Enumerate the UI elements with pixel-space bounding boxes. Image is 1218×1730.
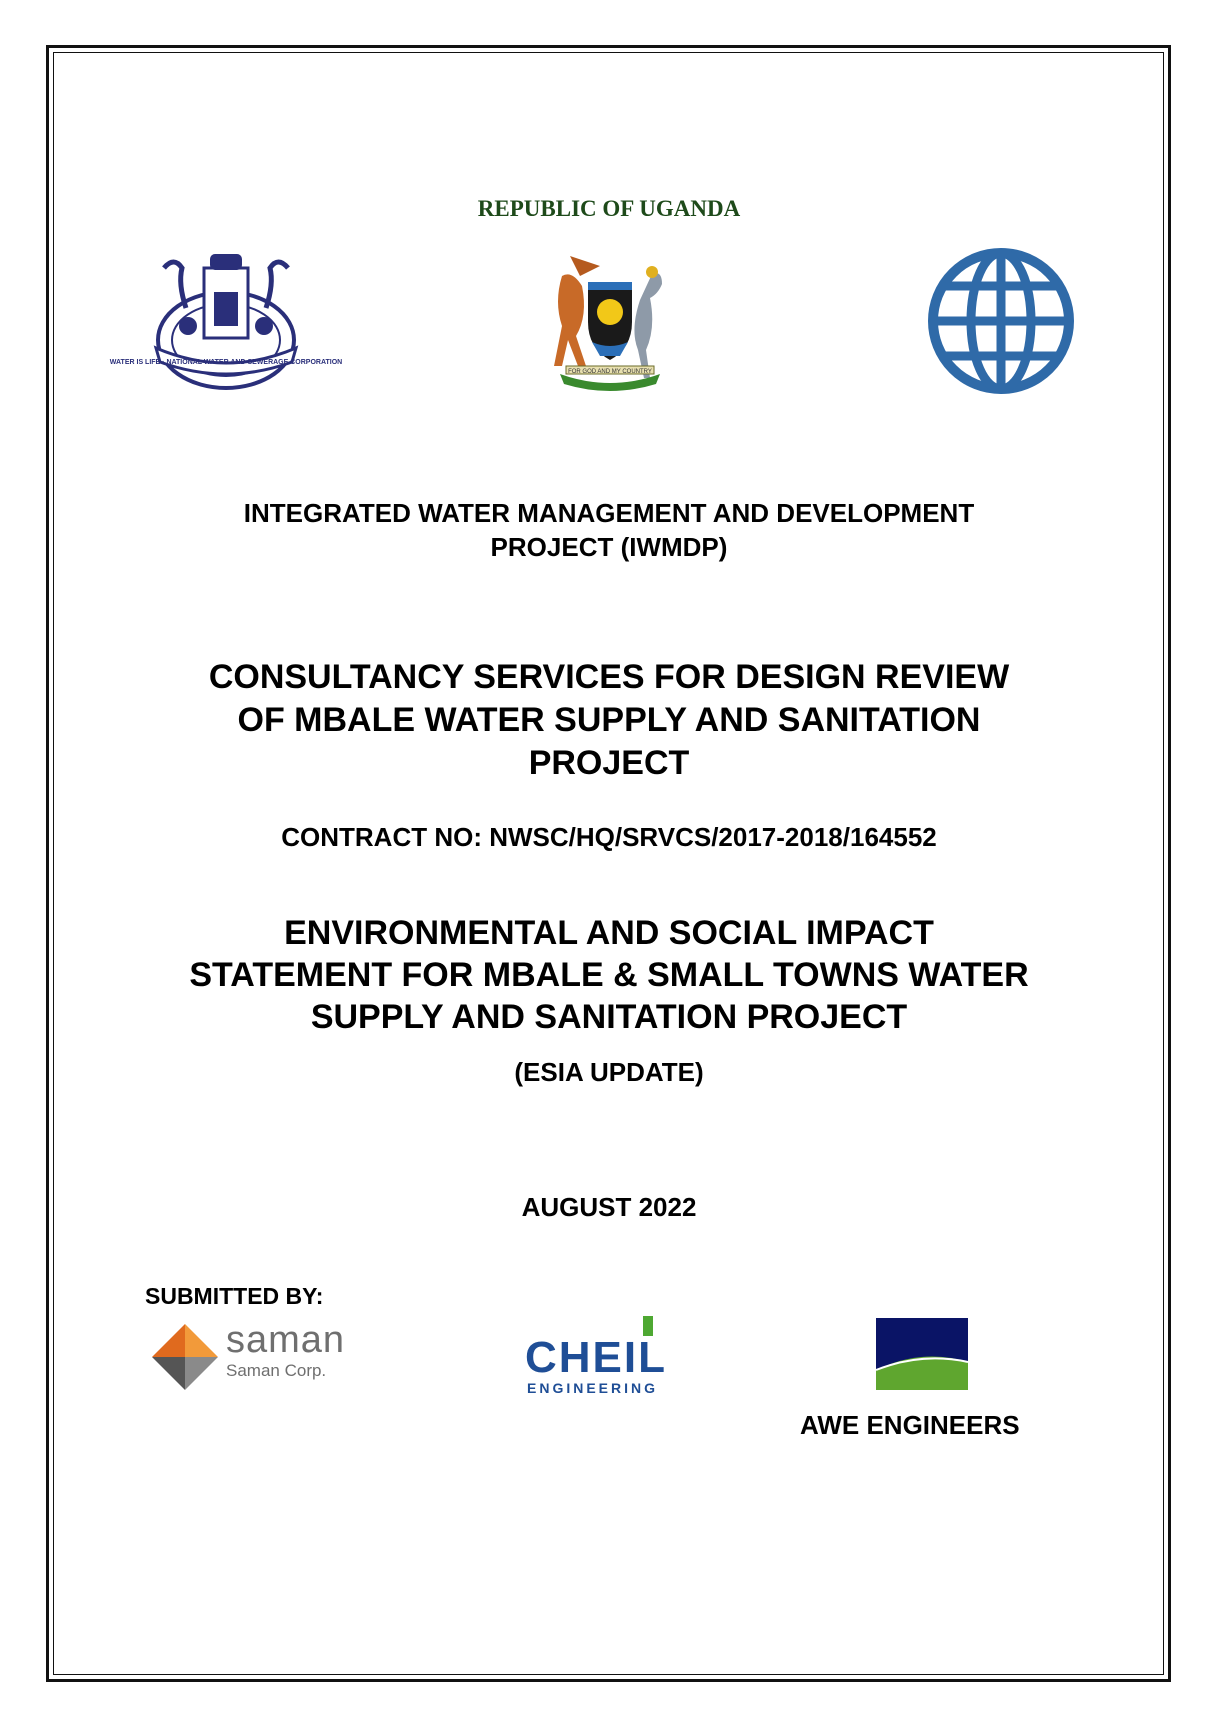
world-bank-globe-logo — [926, 246, 1076, 396]
statement-subtitle: (ESIA UPDATE) — [514, 1057, 704, 1087]
project-title — [0, 496, 1218, 564]
contract-number: CONTRACT NO: NWSC/HQ/SRVCS/2017-2018/164552 — [281, 822, 937, 852]
saman-name: saman — [226, 1319, 346, 1361]
document-date: AUGUST 2022 — [521, 1192, 697, 1222]
submitted-by-label: SUBMITTED BY: — [145, 1283, 324, 1309]
consultancy-title — [0, 656, 1218, 785]
statement-line3: SUPPLY AND SANITATION PROJECT — [310, 998, 908, 1036]
project-title-line1: INTEGRATED WATER MANAGEMENT AND DEVELOPMENT — [243, 498, 975, 528]
project-title-line2: PROJECT (IWMDP) — [490, 532, 728, 562]
nwsc-seal-logo — [109, 248, 343, 398]
statement-line1: ENVIRONMENTAL AND SOCIAL IMPACT — [284, 914, 934, 952]
svg-text:FOR GOD AND MY COUNTRY: FOR GOD AND MY COUNTRY — [568, 369, 652, 375]
cheil-subtitle: ENGINEERING — [527, 1380, 659, 1396]
country-title: REPUBLIC OF UGANDA — [477, 196, 741, 221]
svg-text:WATER IS LIFE · NATIONAL WATER: WATER IS LIFE · NATIONAL WATER AND SEWERAGE CORPORATION — [109, 359, 343, 366]
consultancy-line1: CONSULTANCY SERVICES FOR DESIGN REVIEW — [208, 658, 1010, 696]
cheil-name: CHEIL — [525, 1333, 667, 1382]
statement-line2: STATEMENT FOR MBALE & SMALL TOWNS WATER — [189, 956, 1029, 994]
awe-engineers-logo — [876, 1318, 968, 1390]
saman-subtitle: Saman Corp. — [226, 1361, 327, 1380]
statement-title — [0, 912, 1218, 1038]
uganda-coat-of-arms — [540, 246, 680, 396]
awe-engineers-name: AWE ENGINEERS — [800, 1410, 1020, 1440]
consultancy-line2: OF MBALE WATER SUPPLY AND SANITATION — [237, 701, 981, 739]
consultancy-line3: PROJECT — [528, 744, 690, 782]
saman-diamond-logo — [150, 1322, 220, 1392]
